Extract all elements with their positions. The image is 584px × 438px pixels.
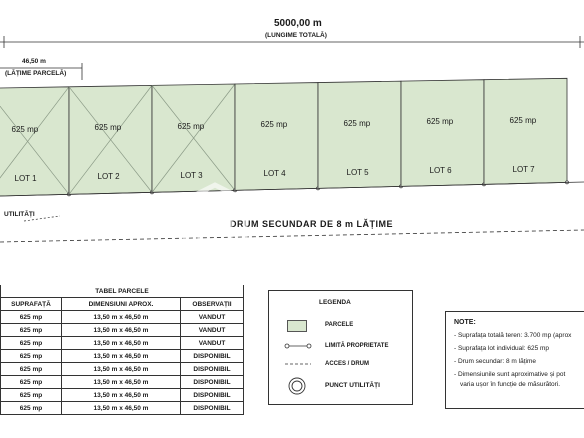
table-cell-dimensions: 13,50 m x 46,50 m [62,337,181,350]
table-cell-dimensions: 13,50 m x 46,50 m [62,402,181,415]
table-cell-area: 625 mp [1,337,62,350]
table-cell-status: VANDUT [181,324,244,337]
utilities-label: UTILITĂȚI [4,211,35,218]
watermark-logo-icon [180,180,250,250]
table-header-dimensions: DIMENSIUNI APROX. [62,298,181,311]
lot-2-area: 625 mp [94,123,122,133]
table-cell-area: 625 mp [1,376,62,389]
table-cell-area: 625 mp [1,324,62,337]
table-cell-dimensions: 13,50 m x 46,50 m [62,376,181,389]
parcel-width-caption: (LĂȚIME PARCELĂ) [5,70,67,77]
table-cell-dimensions: 13,50 m x 46,50 m [62,311,181,324]
lot-1-area: 625 mp [11,124,39,134]
legend-road-icon [283,361,313,367]
legend-item-utility: PUNCT UTILITĂȚI [325,382,380,389]
parcel-table [0,285,244,415]
parcel-table-title: TABEL PARCELE [1,285,244,298]
legend-title: LEGENDA [319,299,351,306]
lot-7-area: 625 mp [509,116,537,125]
table-cell-status: DISPONIBIL [181,402,244,415]
table-cell-status: VANDUT [181,337,244,350]
road-label: DRUM SECUNDAR DE 8 m LĂȚIME [230,219,394,229]
table-row [1,324,244,337]
note-line-3: - Drum secundar: 8 m lățime [454,358,536,365]
table-header-observations: OBSERVAȚII [181,298,244,311]
table-cell-dimensions: 13,50 m x 46,50 m [62,389,181,402]
parcel-table-body [1,311,244,415]
legend-utility-icon [287,376,307,396]
note-line-1: - Suprafața totală teren: 3.700 mp (aprox [454,332,572,339]
table-cell-area: 625 mp [1,363,62,376]
table-cell-area: 625 mp [1,350,62,363]
notes-box [445,311,584,409]
lot-4-area: 625 mp [260,120,288,130]
note-line-4: - Dimensiunile sunt aproximative și pot [454,371,566,378]
legend-parcel-swatch [287,320,307,332]
lots-group [0,78,569,196]
lot-5-label: LOT 5 [346,167,369,177]
table-cell-dimensions: 13,50 m x 46,50 m [62,363,181,376]
table-cell-area: 625 mp [1,389,62,402]
legend-item-boundary: LIMITĂ PROPRIETATE [325,343,389,349]
lot-3-label: LOT 3 [180,170,203,180]
lot-1-label: LOT 1 [14,173,37,183]
lot-3-area: 625 mp [177,121,205,131]
note-line-5: varia ușor în funcție de măsurători. [460,381,561,388]
table-row [1,389,244,402]
watermark [180,180,400,250]
lot-5-area: 625 mp [343,118,371,128]
table-cell-area: 625 mp [1,402,62,415]
table-cell-status: DISPONIBIL [181,363,244,376]
note-line-2: - Suprafața lot individual: 625 mp [454,345,550,352]
lot-6-area: 625 mp [426,117,454,127]
parcel-width-label: 46,50 m [22,58,46,65]
lot-4-label: LOT 4 [263,169,286,179]
table-row [1,350,244,363]
table-cell-status: VANDUT [181,311,244,324]
table-row [1,363,244,376]
total-length-label: 5000,00 m [274,18,322,29]
table-cell-status: DISPONIBIL [181,350,244,363]
table-cell-dimensions: 13,50 m x 46,50 m [62,324,181,337]
legend-box [268,290,413,405]
legend-item-road: ACCES / DRUM [325,361,370,367]
legend-boundary-icon [283,342,313,350]
table-row [1,337,244,350]
table-row [1,376,244,389]
table-cell-area: 625 mp [1,311,62,324]
lot-2-label: LOT 2 [97,172,120,182]
total-length-caption: (LUNGIME TOTALĂ) [265,32,327,39]
table-row [1,402,244,415]
table-cell-dimensions: 13,50 m x 46,50 m [62,350,181,363]
lot-7-label: LOT 7 [512,165,535,174]
table-row [1,311,244,324]
table-header-area: SUPRAFAȚĂ [1,298,62,311]
lot-6-label: LOT 6 [429,166,452,176]
legend-item-parcels: PARCELE [325,322,354,328]
notes-title: NOTE: [454,319,476,326]
table-cell-status: DISPONIBIL [181,389,244,402]
table-cell-status: DISPONIBIL [181,376,244,389]
